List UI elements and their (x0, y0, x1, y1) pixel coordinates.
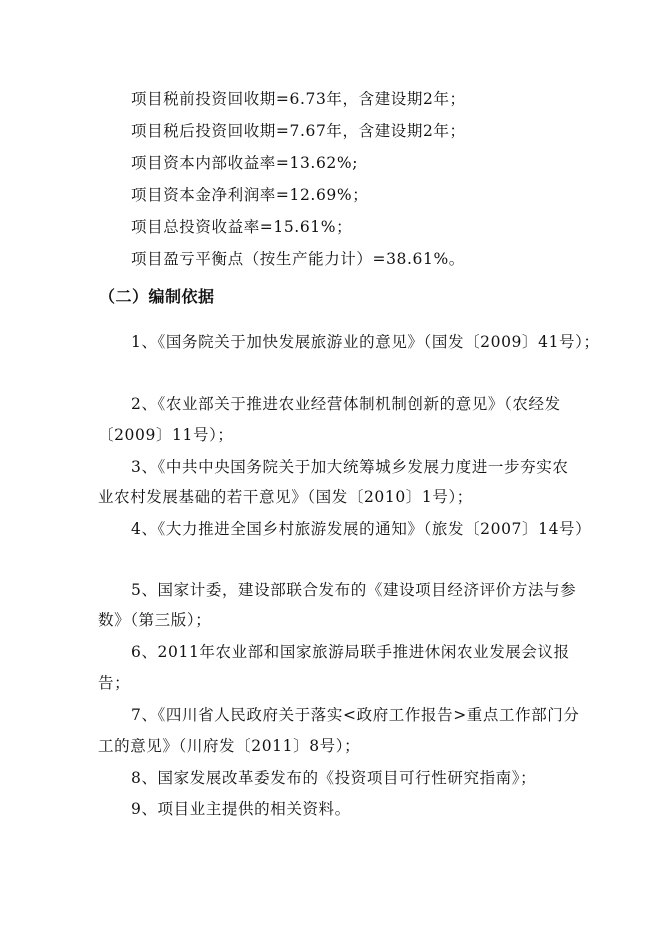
basis-item-1: 1、《国务院关于加快发展旅游业的意见》（国发〔2009〕41号）； (131, 333, 600, 351)
metric-net-profit-rate: 项目资本金净利润率=12.69%； (131, 186, 369, 204)
basis-item-7-line-1: 7、《四川省人民政府关于落实<政府工作报告>重点工作部门分 (131, 706, 580, 724)
basis-item-3-line-2: 业农村发展基础的若干意见》（国发〔2010〕1号）； (98, 488, 473, 506)
basis-item-6-line-1: 6、2011年农业部和国家旅游局联手推进休闲农业发展会议报 (131, 643, 570, 661)
basis-item-2-line-1: 2、《农业部关于推进农业经营体制机制创新的意见》（农经发 (131, 395, 561, 413)
basis-item-4: 4、《大力推进全国乡村旅游发展的通知》（旅发〔2007〕14号） (131, 520, 592, 538)
basis-item-8: 8、国家发展改革委发布的《投资项目可行性研究指南》； (131, 769, 537, 787)
basis-item-5-line-2: 数》（第三版）； (98, 611, 212, 629)
basis-item-5-line-1: 5、国家计委，建设部联合发布的《建设项目经济评价方法与参 (131, 581, 577, 599)
metric-total-return: 项目总投资收益率=15.61%； (131, 218, 353, 236)
metric-pretax-payback: 项目税前投资回收期=6.73年，含建设期2年； (131, 90, 466, 108)
metric-capital-irr: 项目资本内部收益率=13.62%; (131, 154, 359, 172)
basis-item-3-line-1: 3、《中共中央国务院关于加大统筹城乡发展力度进一步夯实农 (131, 458, 569, 476)
basis-item-9: 9、项目业主提供的相关资料。 (131, 800, 351, 818)
basis-item-6-line-2: 告； (98, 674, 131, 692)
metric-breakeven: 项目盈亏平衡点（按生产能力计）=38.61%。 (131, 250, 465, 268)
basis-item-2-line-2: 〔2009〕11号）； (98, 426, 234, 444)
section-heading: （二）编制依据 (99, 287, 215, 306)
basis-item-7-line-2: 工的意见》（川府发〔2011〕8号）； (98, 737, 361, 755)
metric-aftertax-payback: 项目税后投资回收期=7.67年，含建设期2年； (131, 122, 466, 140)
